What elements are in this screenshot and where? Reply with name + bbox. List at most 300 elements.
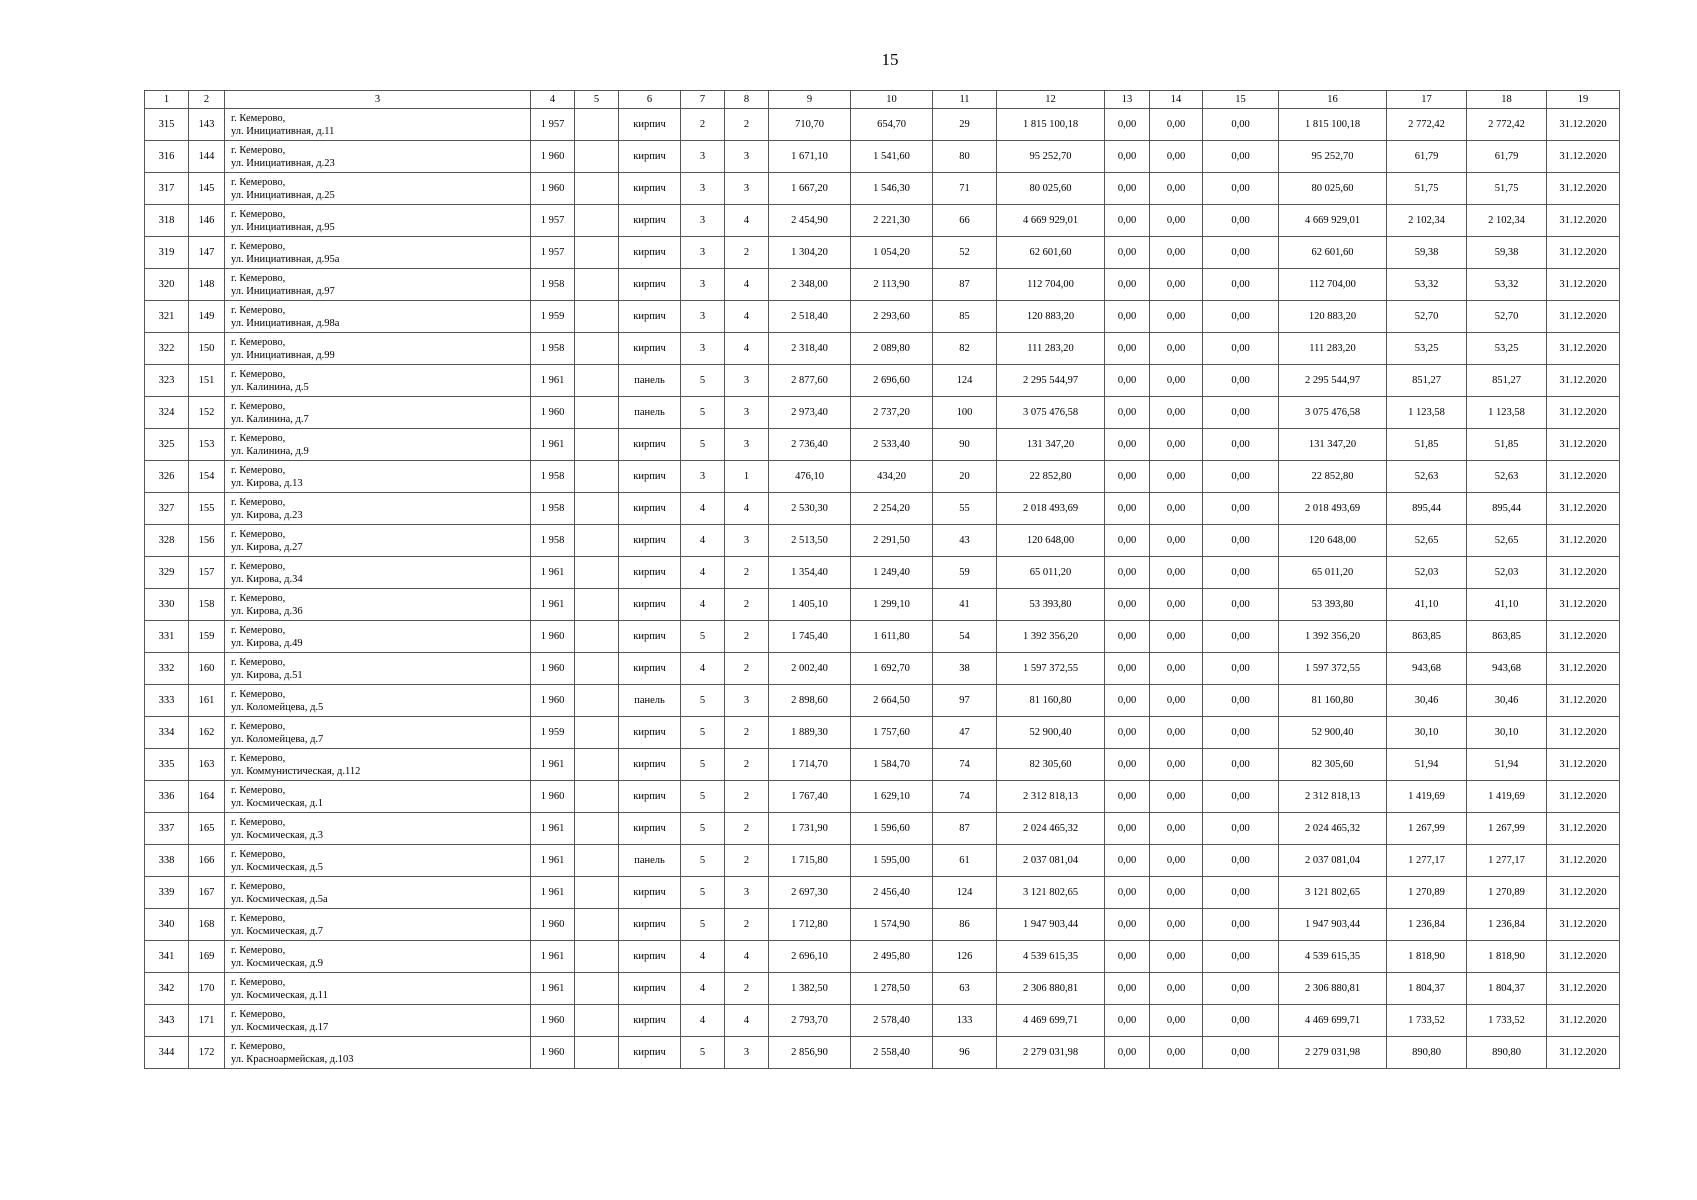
address-street: ул. Космическая, д.7	[231, 925, 323, 937]
table-cell: 51,94	[1387, 749, 1467, 781]
address-street: ул. Инициативная, д.98а	[231, 317, 340, 329]
table-cell: 328	[145, 525, 189, 557]
table-cell: 61	[933, 845, 997, 877]
table-cell	[575, 269, 619, 301]
address-city: г. Кемерово,	[231, 912, 286, 924]
table-cell: 4	[725, 941, 769, 973]
table-cell: 2 578,40	[851, 1005, 933, 1037]
table-cell: 4	[681, 941, 725, 973]
table-cell	[575, 909, 619, 941]
table-cell: 31.12.2020	[1547, 557, 1620, 589]
table-cell: 96	[933, 1037, 997, 1069]
address-street: ул. Космическая, д.11	[231, 989, 328, 1001]
table-cell: 165	[189, 813, 225, 845]
table-cell: 2 221,30	[851, 205, 933, 237]
table-cell: 80 025,60	[997, 173, 1105, 205]
address-street: ул. Инициативная, д.97	[231, 285, 335, 297]
table-cell: 66	[933, 205, 997, 237]
table-cell: 5	[681, 1037, 725, 1069]
table-cell	[575, 397, 619, 429]
table-cell: 325	[145, 429, 189, 461]
table-cell: 0,00	[1203, 429, 1279, 461]
table-cell: 1 960	[531, 653, 575, 685]
table-cell: кирпич	[619, 877, 681, 909]
table-cell: 434,20	[851, 461, 933, 493]
table-cell: 47	[933, 717, 997, 749]
table-cell: 863,85	[1387, 621, 1467, 653]
table-cell: 2 696,10	[769, 941, 851, 973]
table-cell: 80	[933, 141, 997, 173]
table-cell: 0,00	[1105, 941, 1150, 973]
table-cell	[575, 685, 619, 717]
table-cell: 31.12.2020	[1547, 717, 1620, 749]
table-cell: 62 601,60	[1279, 237, 1387, 269]
table-cell: кирпич	[619, 525, 681, 557]
table-cell: 2 254,20	[851, 493, 933, 525]
table-cell: 1 714,70	[769, 749, 851, 781]
table-cell: 1 961	[531, 877, 575, 909]
table-cell: 2 293,60	[851, 301, 933, 333]
table-cell: 1 804,37	[1467, 973, 1547, 1005]
table-cell: 5	[681, 397, 725, 429]
table-cell: 2	[725, 653, 769, 685]
table-cell: 339	[145, 877, 189, 909]
table-cell: 59,38	[1467, 237, 1547, 269]
address-street: ул. Кирова, д.34	[231, 573, 303, 585]
table-cell: 87	[933, 269, 997, 301]
table-cell	[575, 813, 619, 845]
table-cell: 2 295 544,97	[1279, 365, 1387, 397]
table-cell: 890,80	[1387, 1037, 1467, 1069]
table-cell: 0,00	[1105, 557, 1150, 589]
table-cell: 31.12.2020	[1547, 973, 1620, 1005]
address-cell	[225, 141, 531, 173]
table-cell: 317	[145, 173, 189, 205]
address-street: ул. Космическая, д.17	[231, 1021, 329, 1033]
table-cell: 1 392 356,20	[997, 621, 1105, 653]
table-body	[145, 109, 1620, 1069]
table-cell: 0,00	[1105, 813, 1150, 845]
table-cell: 3 075 476,58	[1279, 397, 1387, 429]
table-cell: 0,00	[1105, 301, 1150, 333]
address-street: ул. Калинина, д.9	[231, 445, 309, 457]
table-cell: 0,00	[1150, 909, 1203, 941]
address-city: г. Кемерово,	[231, 400, 286, 412]
table-cell: 0,00	[1203, 205, 1279, 237]
table-cell: 0,00	[1150, 269, 1203, 301]
table-cell: 331	[145, 621, 189, 653]
table-cell: 321	[145, 301, 189, 333]
table-cell: кирпич	[619, 781, 681, 813]
table-cell	[575, 973, 619, 1005]
table-cell: 171	[189, 1005, 225, 1037]
column-header-2: 2	[189, 91, 225, 109]
table-cell: 52,70	[1467, 301, 1547, 333]
table-cell: 1 667,20	[769, 173, 851, 205]
table-cell: 0,00	[1150, 781, 1203, 813]
table-cell	[575, 653, 619, 685]
table-cell: 4	[681, 525, 725, 557]
table-cell: 5	[681, 781, 725, 813]
table-cell: 95 252,70	[1279, 141, 1387, 173]
address-cell	[225, 525, 531, 557]
table-cell: 0,00	[1150, 813, 1203, 845]
table-cell: 1 419,69	[1387, 781, 1467, 813]
address-cell	[225, 237, 531, 269]
address-street: ул. Кирова, д.13	[231, 477, 303, 489]
table-cell: 2	[725, 909, 769, 941]
table-cell: 0,00	[1203, 365, 1279, 397]
table-cell: 0,00	[1150, 621, 1203, 653]
table-cell: 1 958	[531, 525, 575, 557]
column-header-16: 16	[1279, 91, 1387, 109]
table-cell: 65 011,20	[1279, 557, 1387, 589]
table-cell: 124	[933, 365, 997, 397]
table-cell: 97	[933, 685, 997, 717]
table-cell: 31.12.2020	[1547, 109, 1620, 141]
table-cell: 943,68	[1387, 653, 1467, 685]
table-cell: 0,00	[1105, 269, 1150, 301]
table-cell: 131 347,20	[997, 429, 1105, 461]
table-row	[145, 301, 1620, 333]
table-cell	[575, 941, 619, 973]
table-cell: 54	[933, 621, 997, 653]
table-cell: 1 249,40	[851, 557, 933, 589]
table-cell: 169	[189, 941, 225, 973]
table-cell: 126	[933, 941, 997, 973]
column-header-3: 3	[225, 91, 531, 109]
table-cell: кирпич	[619, 557, 681, 589]
table-cell: 5	[681, 685, 725, 717]
table-cell: 2 024 465,32	[997, 813, 1105, 845]
table-cell	[575, 749, 619, 781]
table-cell	[575, 461, 619, 493]
table-cell	[575, 173, 619, 205]
table-cell: 851,27	[1467, 365, 1547, 397]
address-city: г. Кемерово,	[231, 944, 286, 956]
table-cell: 41,10	[1467, 589, 1547, 621]
table-cell: панель	[619, 397, 681, 429]
table-cell: 0,00	[1105, 1037, 1150, 1069]
table-cell: панель	[619, 685, 681, 717]
table-cell: 52,70	[1387, 301, 1467, 333]
table-cell: 4	[725, 301, 769, 333]
table-cell: 0,00	[1203, 525, 1279, 557]
table-cell: 0,00	[1105, 877, 1150, 909]
table-cell: 1 959	[531, 717, 575, 749]
table-cell: 4	[725, 205, 769, 237]
table-cell: 0,00	[1150, 717, 1203, 749]
table-cell: 120 883,20	[997, 301, 1105, 333]
table-cell: 318	[145, 205, 189, 237]
table-cell: 0,00	[1150, 141, 1203, 173]
table-cell: 30,10	[1467, 717, 1547, 749]
table-cell: кирпич	[619, 941, 681, 973]
table-cell: 1 715,80	[769, 845, 851, 877]
table-cell: 31.12.2020	[1547, 525, 1620, 557]
table-cell: 1	[725, 461, 769, 493]
table-cell: 5	[681, 813, 725, 845]
column-header-10: 10	[851, 91, 933, 109]
table-cell: 0,00	[1105, 781, 1150, 813]
table-cell: 4 469 699,71	[997, 1005, 1105, 1037]
table-cell: 340	[145, 909, 189, 941]
table-cell: 2 856,90	[769, 1037, 851, 1069]
table-cell: 31.12.2020	[1547, 301, 1620, 333]
address-cell	[225, 1005, 531, 1037]
address-city: г. Кемерово,	[231, 112, 286, 124]
table-cell: 163	[189, 749, 225, 781]
table-cell: 1 889,30	[769, 717, 851, 749]
table-cell: 0,00	[1150, 653, 1203, 685]
table-cell: 1 419,69	[1467, 781, 1547, 813]
table-row	[145, 173, 1620, 205]
table-cell: 0,00	[1150, 333, 1203, 365]
table-cell: 2 772,42	[1467, 109, 1547, 141]
table-cell	[575, 109, 619, 141]
table-cell: 654,70	[851, 109, 933, 141]
table-cell: 0,00	[1105, 525, 1150, 557]
table-cell: кирпич	[619, 1037, 681, 1069]
column-header-1: 1	[145, 91, 189, 109]
address-cell	[225, 333, 531, 365]
table-cell: 0,00	[1105, 237, 1150, 269]
table-cell: 53,25	[1387, 333, 1467, 365]
table-cell	[575, 621, 619, 653]
table-cell: 120 883,20	[1279, 301, 1387, 333]
address-city: г. Кемерово,	[231, 272, 286, 284]
table-cell: 1 629,10	[851, 781, 933, 813]
address-cell	[225, 749, 531, 781]
table-cell: 53,32	[1387, 269, 1467, 301]
address-city: г. Кемерово,	[231, 208, 286, 220]
table-cell: 895,44	[1467, 493, 1547, 525]
table-cell: 1 745,40	[769, 621, 851, 653]
table-cell: 0,00	[1150, 237, 1203, 269]
address-city: г. Кемерово,	[231, 144, 286, 156]
table-cell: 112 704,00	[997, 269, 1105, 301]
table-cell: 335	[145, 749, 189, 781]
table-cell: 2 306 880,81	[1279, 973, 1387, 1005]
table-cell: 2 318,40	[769, 333, 851, 365]
table-cell: 1 733,52	[1387, 1005, 1467, 1037]
table-cell: 145	[189, 173, 225, 205]
table-cell: 1 959	[531, 301, 575, 333]
table-cell: 1 961	[531, 941, 575, 973]
table-cell: 4	[725, 333, 769, 365]
table-cell: 0,00	[1203, 237, 1279, 269]
table-cell: 1 961	[531, 813, 575, 845]
table-cell: 1 767,40	[769, 781, 851, 813]
table-cell: 82 305,60	[1279, 749, 1387, 781]
table-cell: 2 295 544,97	[997, 365, 1105, 397]
table-cell: 31.12.2020	[1547, 493, 1620, 525]
table-cell: 2 279 031,98	[997, 1037, 1105, 1069]
table-cell: 2	[725, 237, 769, 269]
table-cell: 2 037 081,04	[997, 845, 1105, 877]
table-cell: 1 958	[531, 269, 575, 301]
table-cell: 149	[189, 301, 225, 333]
table-cell: 3	[725, 173, 769, 205]
address-street: ул. Коломейцева, д.7	[231, 733, 324, 745]
table-cell: 3	[681, 237, 725, 269]
table-cell: 146	[189, 205, 225, 237]
table-cell: 2 530,30	[769, 493, 851, 525]
table-row	[145, 525, 1620, 557]
table-cell: 0,00	[1105, 109, 1150, 141]
table-cell: 31.12.2020	[1547, 141, 1620, 173]
table-cell: 31.12.2020	[1547, 205, 1620, 237]
table-cell: 2 102,34	[1467, 205, 1547, 237]
table-cell: 0,00	[1150, 461, 1203, 493]
table-cell: 143	[189, 109, 225, 141]
table-cell: 1 611,80	[851, 621, 933, 653]
table-cell: 0,00	[1150, 365, 1203, 397]
table-cell: 2	[725, 973, 769, 1005]
table-cell: 31.12.2020	[1547, 269, 1620, 301]
table-cell: 1 054,20	[851, 237, 933, 269]
column-header-4: 4	[531, 91, 575, 109]
table-cell: 1 960	[531, 1037, 575, 1069]
table-cell: 41,10	[1387, 589, 1467, 621]
table-cell: 4	[725, 269, 769, 301]
table-cell: 5	[681, 909, 725, 941]
table-cell: 4 469 699,71	[1279, 1005, 1387, 1037]
address-city: г. Кемерово,	[231, 624, 286, 636]
table-cell: 319	[145, 237, 189, 269]
table-cell: 1 123,58	[1467, 397, 1547, 429]
table-cell: 1 960	[531, 397, 575, 429]
table-cell: 74	[933, 749, 997, 781]
table-cell: 0,00	[1150, 845, 1203, 877]
address-street: ул. Космическая, д.5	[231, 861, 323, 873]
table-cell: 0,00	[1105, 461, 1150, 493]
table-cell: 52,63	[1467, 461, 1547, 493]
table-cell: 895,44	[1387, 493, 1467, 525]
table-cell: 3	[681, 173, 725, 205]
address-cell	[225, 973, 531, 1005]
address-cell	[225, 589, 531, 621]
table-cell: 31.12.2020	[1547, 621, 1620, 653]
table-cell	[575, 525, 619, 557]
table-cell: 0,00	[1203, 749, 1279, 781]
table-cell: 1 597 372,55	[997, 653, 1105, 685]
table-cell: 62 601,60	[997, 237, 1105, 269]
table-cell: 2 291,50	[851, 525, 933, 557]
table-cell: 43	[933, 525, 997, 557]
table-cell: 82 305,60	[997, 749, 1105, 781]
table-cell: 31.12.2020	[1547, 589, 1620, 621]
table-row	[145, 109, 1620, 141]
table-cell: 0,00	[1150, 173, 1203, 205]
housing-registry-table	[144, 90, 1620, 1069]
table-cell: 0,00	[1150, 589, 1203, 621]
table-cell: 1 541,60	[851, 141, 933, 173]
address-cell	[225, 173, 531, 205]
table-cell: 3	[681, 461, 725, 493]
table-cell: 1 961	[531, 749, 575, 781]
table-cell: 0,00	[1105, 653, 1150, 685]
table-cell: 2 089,80	[851, 333, 933, 365]
table-cell: 2	[725, 589, 769, 621]
table-cell: 3 121 802,65	[1279, 877, 1387, 909]
table-cell: 1 671,10	[769, 141, 851, 173]
table-cell: 2	[725, 109, 769, 141]
table-row	[145, 237, 1620, 269]
table-cell: 0,00	[1150, 749, 1203, 781]
table-cell: 0,00	[1105, 141, 1150, 173]
table-cell: 4	[681, 589, 725, 621]
table-cell: 0,00	[1203, 173, 1279, 205]
table-cell: 112 704,00	[1279, 269, 1387, 301]
table-cell: 148	[189, 269, 225, 301]
table-cell: кирпич	[619, 493, 681, 525]
table-cell: 2 495,80	[851, 941, 933, 973]
address-city: г. Кемерово,	[231, 976, 286, 988]
column-header-14: 14	[1150, 91, 1203, 109]
table-cell: 31.12.2020	[1547, 173, 1620, 205]
table-cell: 82	[933, 333, 997, 365]
table-cell: 2 113,90	[851, 269, 933, 301]
table-cell: 0,00	[1150, 1037, 1203, 1069]
table-cell: кирпич	[619, 589, 681, 621]
table-cell: 151	[189, 365, 225, 397]
table-row	[145, 365, 1620, 397]
table-cell: 2	[725, 781, 769, 813]
table-row	[145, 1005, 1620, 1037]
table-cell: 2 102,34	[1387, 205, 1467, 237]
table-cell: 2 312 818,13	[1279, 781, 1387, 813]
table-cell: 52 900,40	[997, 717, 1105, 749]
table-cell: 0,00	[1105, 173, 1150, 205]
table-cell: 159	[189, 621, 225, 653]
table-cell: 0,00	[1203, 109, 1279, 141]
table-cell: 53 393,80	[1279, 589, 1387, 621]
table-cell: 2 877,60	[769, 365, 851, 397]
address-cell	[225, 301, 531, 333]
address-city: г. Кемерово,	[231, 240, 286, 252]
table-cell: 2 348,00	[769, 269, 851, 301]
table-cell: 1 595,00	[851, 845, 933, 877]
column-header-17: 17	[1387, 91, 1467, 109]
table-cell: 1 236,84	[1467, 909, 1547, 941]
table-cell: 323	[145, 365, 189, 397]
address-cell	[225, 109, 531, 141]
table-cell: 890,80	[1467, 1037, 1547, 1069]
table-cell: 332	[145, 653, 189, 685]
table-cell: 3	[725, 141, 769, 173]
table-cell: 155	[189, 493, 225, 525]
table-cell: 63	[933, 973, 997, 1005]
table-cell: 1 692,70	[851, 653, 933, 685]
table-cell: 1 299,10	[851, 589, 933, 621]
table-cell: 1 278,50	[851, 973, 933, 1005]
table-cell: 326	[145, 461, 189, 493]
table-cell: 31.12.2020	[1547, 429, 1620, 461]
table-cell: 0,00	[1105, 685, 1150, 717]
table-cell: 30,46	[1467, 685, 1547, 717]
table-cell	[575, 301, 619, 333]
address-city: г. Кемерово,	[231, 848, 286, 860]
table-cell: 170	[189, 973, 225, 1005]
table-cell: 4 539 615,35	[1279, 941, 1387, 973]
table-cell: 111 283,20	[997, 333, 1105, 365]
table-cell: кирпич	[619, 109, 681, 141]
table-cell: 52,65	[1467, 525, 1547, 557]
address-city: г. Кемерово,	[231, 656, 286, 668]
table-cell: кирпич	[619, 717, 681, 749]
address-city: г. Кемерово,	[231, 880, 286, 892]
